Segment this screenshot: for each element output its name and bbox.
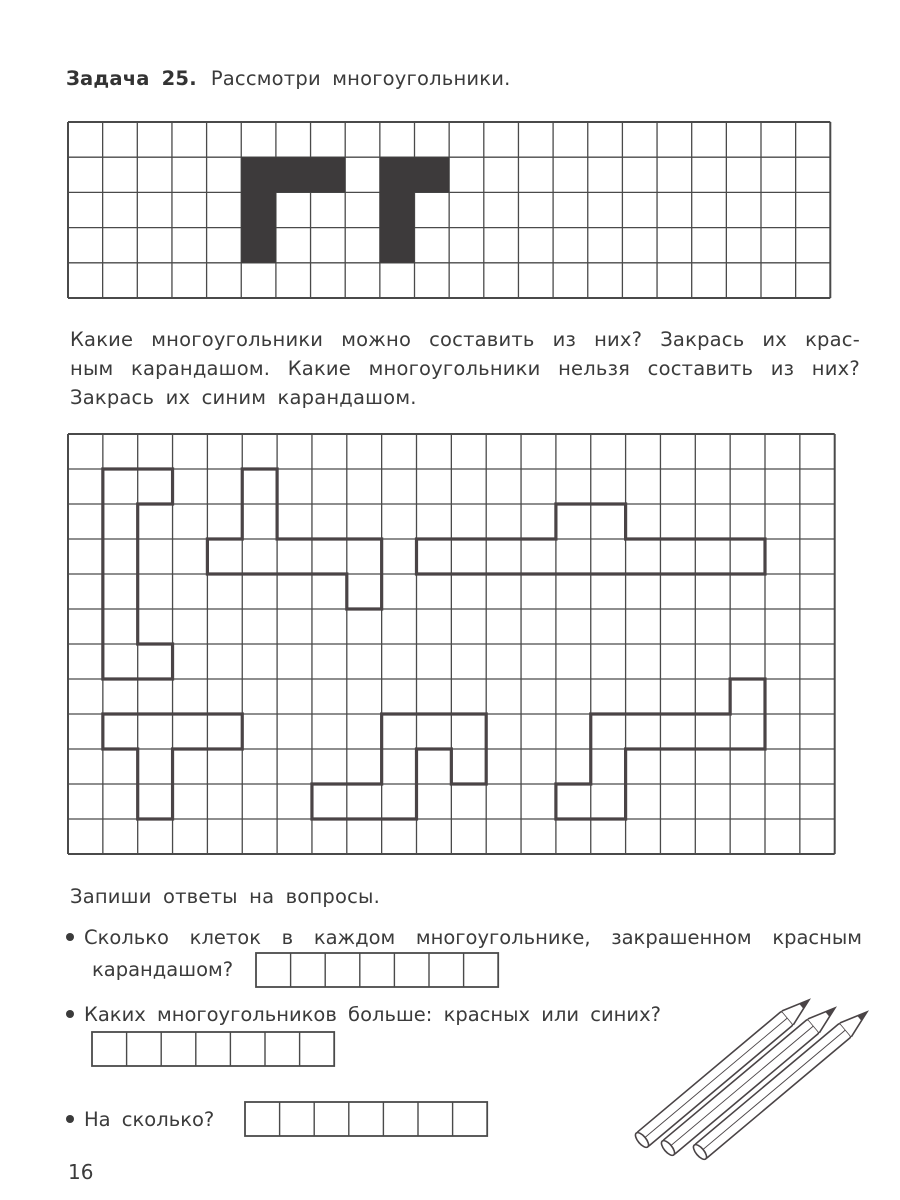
word: Какие [287, 357, 351, 380]
answer-boxes-q1[interactable] [256, 953, 498, 987]
word: составить [647, 357, 754, 380]
answer-box-frame [92, 1032, 334, 1066]
word: Сколько [84, 926, 169, 949]
word: составить [429, 328, 535, 351]
instruction-text [70, 325, 860, 412]
top-grid [68, 122, 830, 298]
word: каждом [313, 926, 396, 949]
question-2: Каких многоугольников больше: красных или синих? [66, 1000, 661, 1029]
instruction-line-1 [70, 325, 860, 354]
word: клеток [189, 926, 261, 949]
word: Закрась [660, 328, 745, 351]
word: красным [772, 926, 862, 949]
answer-boxes-q3[interactable] [245, 1102, 487, 1136]
polygon-grid [68, 434, 835, 854]
word: их [762, 328, 788, 351]
bullet-dot [66, 933, 74, 941]
page-number: 16 [68, 1160, 94, 1184]
instruction-line-2 [70, 354, 860, 383]
word: закрашенном [611, 926, 752, 949]
bullet-dot [66, 1115, 74, 1123]
pencil-edge [642, 1018, 788, 1140]
answer-boxes-q2[interactable] [92, 1032, 334, 1066]
word: нельзя [558, 357, 631, 380]
question-1 [66, 923, 862, 952]
word: многоугольнике, [415, 926, 591, 949]
bullet-dot [66, 1010, 74, 1018]
word: них? [594, 328, 643, 351]
word: в [281, 926, 294, 949]
word: карандашом. [131, 357, 271, 380]
outline-2 [207, 469, 381, 609]
task-number: Задача 25. [66, 67, 197, 90]
polygon-b [380, 157, 449, 263]
answer-box-frame [256, 953, 498, 987]
word: крас- [805, 328, 860, 351]
word: можно [341, 328, 412, 351]
word: из [552, 328, 577, 351]
word: многоугольники [151, 328, 324, 351]
word: из [770, 357, 795, 380]
word: многоугольники [368, 357, 541, 380]
instruction-line-3: Закрась их синим карандашом. [70, 386, 417, 409]
polygon-a [241, 157, 345, 263]
outline-5 [312, 714, 486, 819]
word: Какие [70, 328, 134, 351]
task-text: Рассмотри многоугольники. [210, 67, 511, 90]
answer-box-frame [245, 1102, 487, 1136]
question-1-line-2: карандашом? [92, 958, 234, 981]
pencil-2 [659, 1001, 841, 1157]
question-3: На сколько? [66, 1105, 214, 1134]
questions-intro: Запиши ответы на вопросы. [70, 885, 381, 908]
word: ным [70, 357, 114, 380]
pencils-illustration [633, 993, 873, 1161]
word: них? [811, 357, 860, 380]
